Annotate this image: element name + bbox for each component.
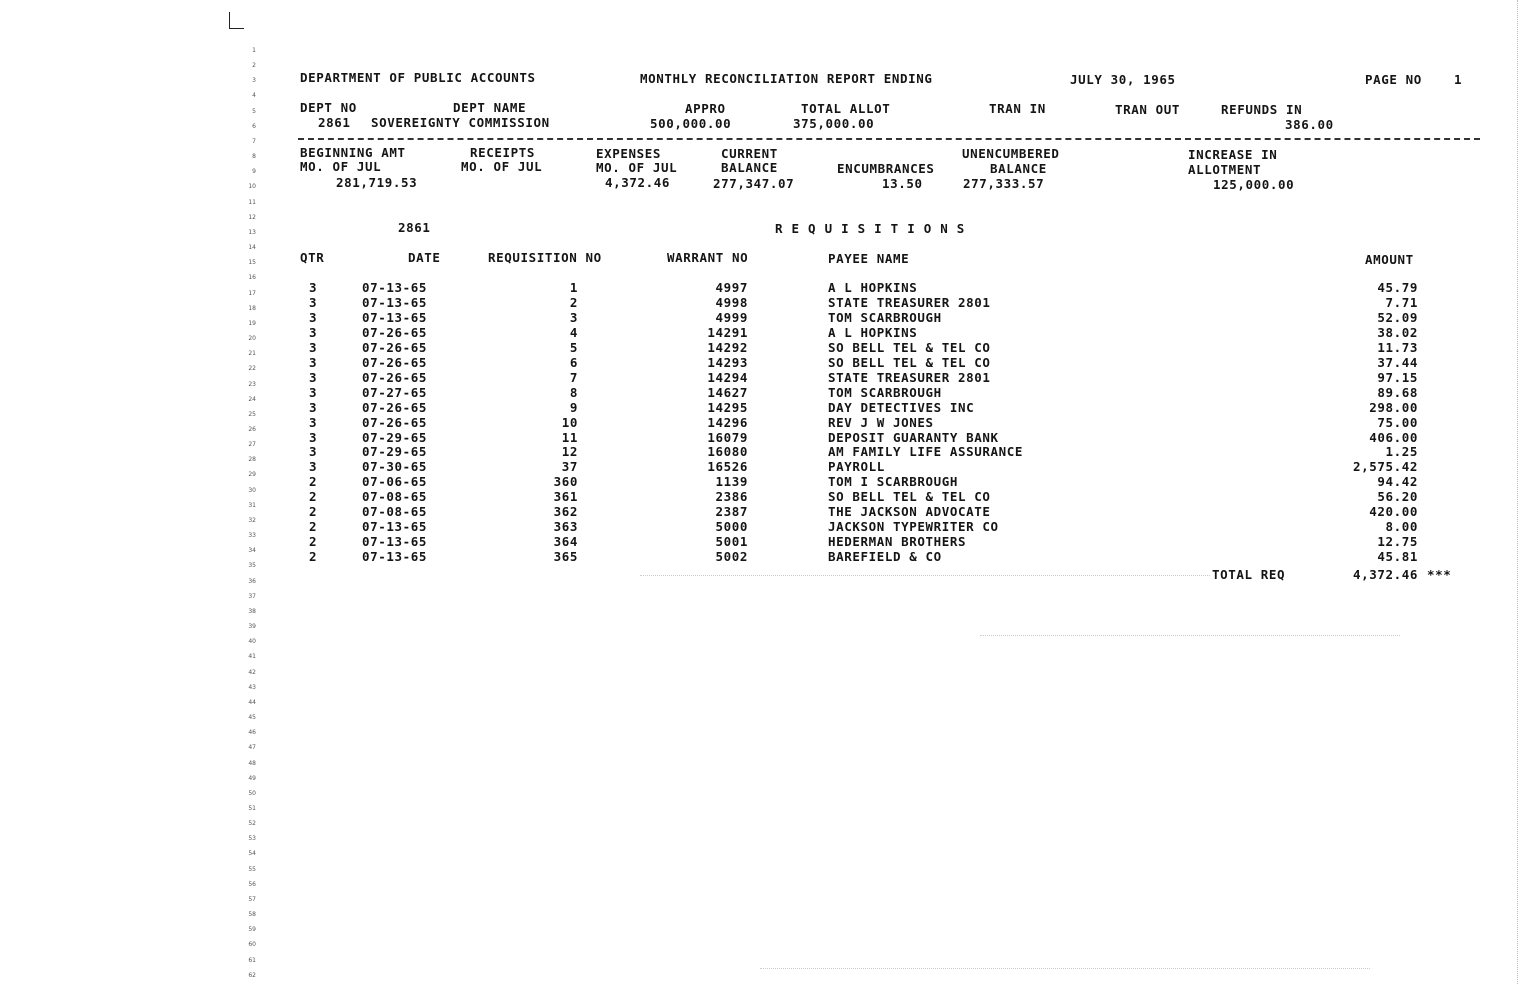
cell-qtr: 3 (309, 399, 318, 415)
faint-ghost-line (640, 575, 1210, 576)
cell-payee: SO BELL TEL & TEL CO (828, 354, 991, 370)
cell-date: 07-13-65 (362, 309, 428, 325)
line-number: 32 (248, 516, 256, 524)
total-req-amount: 4,372.46 (1352, 567, 1418, 582)
line-number: 25 (248, 410, 256, 418)
line-number: 44 (248, 698, 256, 706)
cell-warrant: 14293 (707, 354, 748, 370)
faint-ghost-line (760, 968, 1370, 969)
line-number: 49 (248, 774, 256, 782)
cell-date: 07-08-65 (362, 489, 428, 505)
line-number: 60 (248, 941, 256, 949)
cell-qtr: 3 (309, 280, 318, 295)
col-header-payee-name: PAYEE NAME (828, 251, 910, 266)
line-number: 43 (248, 683, 256, 691)
cell-warrant: 4999 (715, 309, 748, 325)
dept-no-label: DEPT NO (300, 100, 357, 115)
cell-warrant: 16079 (707, 429, 748, 445)
cell-req: 8 (569, 384, 578, 400)
cell-date: 07-26-65 (362, 414, 428, 430)
cell-payee: HEDERMAN BROTHERS (828, 534, 967, 550)
line-number: 48 (248, 759, 256, 767)
dept-name-value: SOVEREIGNTY COMMISSION (371, 115, 550, 130)
line-number: 33 (248, 532, 256, 540)
cell-warrant: 14292 (707, 339, 748, 355)
cell-qtr: 3 (309, 384, 318, 400)
line-number: 41 (248, 653, 256, 661)
line-number: 56 (248, 880, 256, 888)
cell-date: 07-26-65 (362, 369, 428, 385)
encumbrances-label: ENCUMBRANCES (837, 161, 935, 176)
col-header-amount: AMOUNT (1365, 252, 1414, 267)
cell-payee: REV J W JONES (828, 414, 934, 430)
appro-label: APPRO (685, 101, 726, 116)
line-number: 3 (252, 77, 256, 85)
cell-amount: 56.20 (1377, 489, 1418, 505)
cell-amount: 94.42 (1377, 474, 1418, 490)
requisitions-dept-code: 2861 (398, 220, 431, 235)
cell-warrant: 14296 (707, 414, 748, 430)
cell-qtr: 3 (309, 429, 318, 445)
cell-amount: 45.79 (1377, 280, 1418, 295)
cell-warrant: 5002 (715, 549, 748, 565)
tran-in-label: TRAN IN (989, 101, 1046, 116)
cell-amount: 420.00 (1369, 504, 1418, 520)
line-number: 15 (248, 259, 256, 267)
line-number: 4 (252, 92, 256, 100)
current-balance-value: 277,347.07 (713, 176, 795, 191)
line-number: 14 (248, 244, 256, 252)
cell-qtr: 2 (309, 549, 318, 565)
cell-payee: A L HOPKINS (828, 324, 918, 340)
cell-date: 07-27-65 (362, 384, 428, 400)
cell-payee: PAYROLL (828, 459, 885, 475)
expenses-label-2: MO. OF JUL (596, 160, 678, 175)
line-number: 24 (248, 395, 256, 403)
line-number: 23 (248, 380, 256, 388)
cell-warrant: 14294 (707, 369, 748, 385)
cell-warrant: 2387 (715, 504, 748, 520)
line-number: 47 (248, 744, 256, 752)
cell-payee: DAY DETECTIVES INC (828, 399, 975, 415)
line-number: 18 (248, 304, 256, 312)
col-header-warrant-no: WARRANT NO (667, 250, 749, 265)
increase-allotment-value: 125,000.00 (1213, 177, 1295, 192)
line-number: 39 (248, 623, 256, 631)
line-number: 27 (248, 441, 256, 449)
cell-amount: 12.75 (1377, 534, 1418, 550)
tran-out-label: TRAN OUT (1115, 102, 1181, 117)
cell-payee: STATE TREASURER 2801 (828, 369, 991, 385)
appro-value: 500,000.00 (650, 116, 732, 131)
cell-req: 363 (553, 519, 578, 535)
cell-qtr: 3 (309, 414, 318, 430)
cell-date: 07-26-65 (362, 399, 428, 415)
cell-amount: 75.00 (1377, 414, 1418, 430)
cell-payee: TOM I SCARBROUGH (828, 474, 959, 490)
increase-allotment-label: INCREASE IN (1188, 147, 1278, 162)
cell-payee: SO BELL TEL & TEL CO (828, 489, 991, 505)
line-number: 8 (252, 153, 256, 161)
line-number: 45 (248, 714, 256, 722)
cell-req: 11 (561, 429, 578, 445)
line-number: 6 (252, 122, 256, 130)
cell-payee: STATE TREASURER 2801 (828, 294, 991, 310)
encumbrances-value: 13.50 (882, 176, 923, 191)
line-number: 55 (248, 865, 256, 873)
cell-date: 07-26-65 (362, 354, 428, 370)
line-number: 9 (252, 168, 256, 176)
line-number: 1 (252, 47, 256, 54)
line-number: 26 (248, 426, 256, 433)
cell-payee: DEPOSIT GUARANTY BANK (828, 429, 999, 445)
line-number: 28 (248, 456, 256, 464)
cell-req: 12 (561, 444, 578, 460)
faint-ghost-line (980, 635, 1400, 636)
unencumbered-balance-value: 277,333.57 (963, 176, 1045, 191)
line-number: 7 (252, 137, 256, 145)
cell-qtr: 3 (309, 324, 318, 340)
line-number: 5 (252, 107, 256, 115)
line-number: 16 (248, 274, 256, 282)
cell-warrant: 5000 (715, 519, 748, 535)
cell-amount: 1.25 (1385, 444, 1418, 460)
report-title: MONTHLY RECONCILIATION REPORT ENDING (640, 71, 933, 86)
page-label: PAGE NO (1365, 72, 1422, 87)
cell-warrant: 14295 (707, 399, 748, 415)
cell-date: 07-13-65 (362, 549, 428, 565)
cell-req: 10 (561, 414, 578, 430)
col-header-date: DATE (408, 250, 441, 265)
dept-no-value: 2861 (318, 115, 351, 130)
unencumbered-label-2: BALANCE (990, 161, 1047, 176)
cell-date: 07-13-65 (362, 534, 428, 550)
cell-amount: 7.71 (1385, 294, 1418, 310)
line-number: 13 (248, 228, 256, 236)
cell-req: 3 (569, 309, 578, 325)
cell-req: 361 (553, 489, 578, 505)
cell-date: 07-13-65 (362, 280, 428, 295)
separator-line (298, 138, 1480, 140)
line-number: 19 (248, 319, 256, 327)
cell-qtr: 3 (309, 339, 318, 355)
line-number: 46 (248, 729, 256, 737)
department-title: DEPARTMENT OF PUBLIC ACCOUNTS (300, 70, 536, 85)
cell-warrant: 2386 (715, 489, 748, 505)
refunds-in-value: 386.00 (1285, 117, 1334, 132)
line-number: 53 (248, 835, 256, 843)
unencumbered-label: UNENCUMBERED (962, 146, 1060, 161)
refunds-in-label: REFUNDS IN (1221, 102, 1303, 117)
line-number: 59 (248, 926, 256, 934)
cell-warrant: 16080 (707, 444, 748, 460)
cell-qtr: 2 (309, 474, 318, 490)
cell-req: 6 (569, 354, 578, 370)
cell-date: 07-13-65 (362, 294, 428, 310)
cell-payee: JACKSON TYPEWRITER CO (828, 519, 999, 535)
line-number: 52 (248, 820, 256, 828)
cell-amount: 2,575.42 (1352, 459, 1418, 475)
line-number: 20 (248, 335, 256, 343)
beginning-amt-label: BEGINNING AMT (300, 145, 406, 160)
cell-amount: 37.44 (1377, 354, 1418, 370)
cell-date: 07-08-65 (362, 504, 428, 520)
cell-amount: 406.00 (1369, 429, 1418, 445)
cell-amount: 298.00 (1369, 399, 1418, 415)
cell-req: 2 (569, 294, 578, 310)
cell-qtr: 2 (309, 489, 318, 505)
beginning-amt-value: 281,719.53 (336, 175, 418, 190)
cell-amount: 8.00 (1385, 519, 1418, 535)
cell-qtr: 2 (309, 504, 318, 520)
cell-req: 7 (569, 369, 578, 385)
cell-qtr: 3 (309, 459, 318, 475)
line-number: 37 (248, 592, 256, 600)
cell-warrant: 4998 (715, 294, 748, 310)
line-number: 61 (248, 956, 256, 964)
line-number: 22 (248, 365, 256, 373)
line-number: 36 (248, 577, 256, 585)
cell-date: 07-13-65 (362, 519, 428, 535)
cell-payee: TOM SCARBROUGH (828, 309, 942, 325)
cell-date: 07-29-65 (362, 429, 428, 445)
dept-name-label: DEPT NAME (453, 100, 527, 115)
report-date: JULY 30, 1965 (1070, 72, 1176, 87)
cell-date: 07-26-65 (362, 339, 428, 355)
cell-amount: 45.81 (1377, 549, 1418, 565)
line-number: 51 (248, 805, 256, 812)
line-number: 34 (248, 547, 256, 555)
cell-qtr: 3 (309, 354, 318, 370)
line-number: 57 (248, 895, 256, 903)
page-edge (1517, 0, 1518, 984)
cell-req: 362 (553, 504, 578, 520)
cell-payee: SO BELL TEL & TEL CO (828, 339, 991, 355)
cell-warrant: 16526 (707, 459, 748, 475)
cell-qtr: 3 (309, 294, 318, 310)
line-number: 2 (252, 62, 256, 70)
col-header-requisition-no: REQUISITION NO (488, 250, 602, 265)
cell-date: 07-26-65 (362, 324, 428, 340)
expenses-label: EXPENSES (596, 146, 662, 161)
cell-date: 07-30-65 (362, 459, 428, 475)
total-allot-label: TOTAL ALLOT (801, 101, 891, 116)
receipts-label: RECEIPTS (470, 145, 536, 160)
cell-warrant: 14291 (707, 324, 748, 340)
requisitions-title: REQUISITIONS (775, 221, 974, 236)
cell-req: 37 (561, 459, 578, 475)
total-req-marker: *** (1427, 567, 1452, 582)
cell-warrant: 1139 (715, 474, 748, 490)
cell-qtr: 3 (309, 309, 318, 325)
expenses-value: 4,372.46 (605, 175, 671, 190)
line-number: 30 (248, 486, 256, 494)
cell-warrant: 14627 (707, 384, 748, 400)
line-number: 38 (248, 607, 256, 615)
cell-payee: AM FAMILY LIFE ASSURANCE (828, 444, 1024, 460)
cell-payee: THE JACKSON ADVOCATE (828, 504, 991, 520)
line-number: 62 (248, 971, 256, 979)
current-label: CURRENT (721, 146, 778, 161)
line-number: 17 (248, 289, 256, 297)
cell-amount: 97.15 (1377, 369, 1418, 385)
line-number: 50 (248, 789, 256, 797)
line-number: 21 (248, 350, 256, 358)
cell-qtr: 2 (309, 534, 318, 550)
line-number: 31 (248, 501, 256, 509)
page-number: 1 (1454, 72, 1463, 87)
cell-payee: BAREFIELD & CO (828, 549, 942, 565)
cell-req: 4 (569, 324, 578, 340)
cell-req: 9 (569, 399, 578, 415)
cell-req: 360 (553, 474, 578, 490)
col-header-qtr: QTR (300, 250, 325, 265)
cell-date: 07-06-65 (362, 474, 428, 490)
increase-allotment-label-2: ALLOTMENT (1188, 162, 1262, 177)
line-number: 12 (248, 213, 256, 221)
line-number: 58 (248, 911, 256, 919)
cell-payee: A L HOPKINS (828, 280, 918, 295)
cell-req: 365 (553, 549, 578, 565)
total-allot-value: 375,000.00 (793, 116, 875, 131)
cell-warrant: 5001 (715, 534, 748, 550)
cell-qtr: 3 (309, 369, 318, 385)
cell-warrant: 4997 (715, 280, 748, 295)
cell-amount: 89.68 (1377, 384, 1418, 400)
line-number: 35 (248, 562, 256, 570)
current-label-2: BALANCE (721, 160, 778, 175)
cell-req: 364 (553, 534, 578, 550)
line-number: 54 (248, 850, 256, 858)
cell-date: 07-29-65 (362, 444, 428, 460)
cell-qtr: 3 (309, 444, 318, 460)
line-number: 11 (248, 198, 256, 206)
line-number: 40 (248, 638, 256, 646)
cell-amount: 38.02 (1377, 324, 1418, 340)
line-number: 10 (248, 183, 256, 191)
line-number: 29 (248, 471, 256, 479)
line-number: 42 (248, 668, 256, 676)
total-req-label: TOTAL REQ (1212, 567, 1286, 582)
cell-amount: 11.73 (1377, 339, 1418, 355)
beginning-amt-label-2: MO. OF JUL (300, 159, 382, 174)
receipts-label-2: MO. OF JUL (461, 159, 543, 174)
cell-req: 1 (569, 280, 578, 295)
cell-amount: 52.09 (1377, 309, 1418, 325)
cell-req: 5 (569, 339, 578, 355)
cell-payee: TOM SCARBROUGH (828, 384, 942, 400)
page-corner-mark (229, 12, 244, 29)
cell-qtr: 2 (309, 519, 318, 535)
